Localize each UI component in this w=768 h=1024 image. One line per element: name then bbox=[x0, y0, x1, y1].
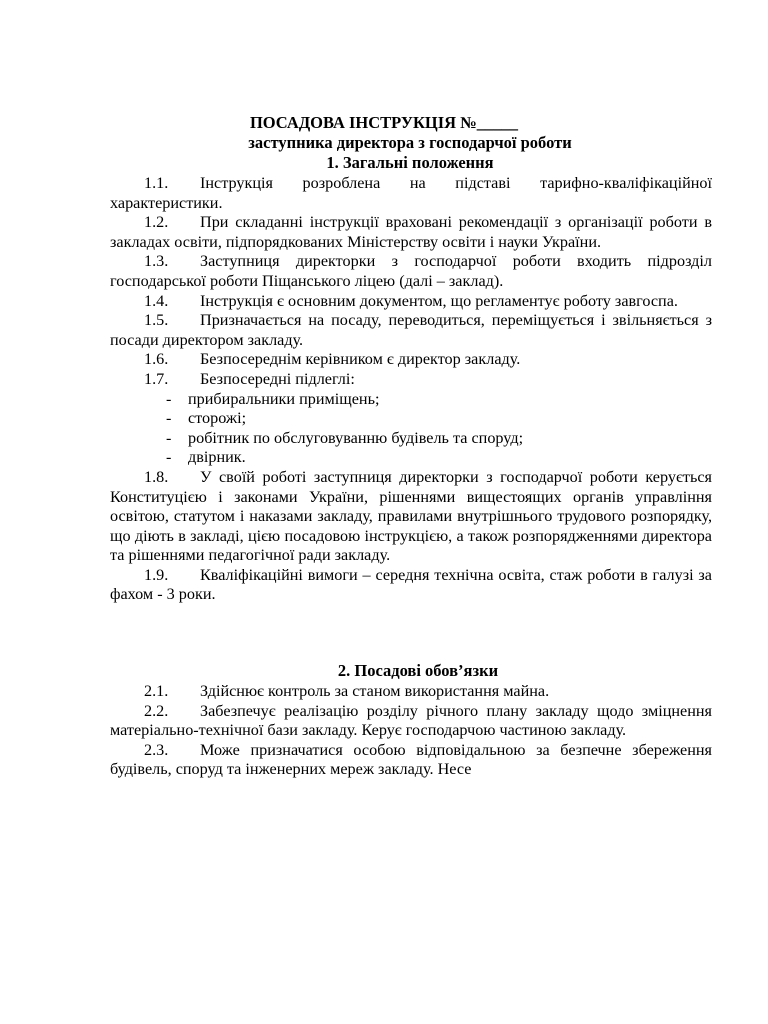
section-duties-body bbox=[110, 682, 712, 780]
clause-number: 1.8. bbox=[144, 467, 169, 486]
list-item-text: робітник по обслуговуванню будівель та споруд; bbox=[188, 428, 524, 447]
clause-2-3 bbox=[110, 741, 712, 780]
clause-1-8 bbox=[110, 468, 712, 566]
list-item bbox=[110, 390, 712, 410]
clause-text: Кваліфікаційні вимоги – середня технічна освіта, стаж роботи в галузі за фахом - 3 роки. bbox=[110, 565, 712, 604]
clause-number: 1.4. bbox=[144, 291, 169, 310]
clause-text: У своїй роботі заступниця директорки з господарчої роботи керується Конституцією і законами України, рішеннями вищестоящих органів управління освітою, статутом і наказами закладу, правилами внутрішнього трудового розпорядку, що діють в закладі, цією посадовою інструкцією, а також розпорядженнями директора та рішеннями педагогічної ради закладу. bbox=[110, 467, 712, 565]
clause-text: Безпосереднім керівником є директор закладу. bbox=[200, 350, 521, 369]
clause-number: 1.2. bbox=[144, 213, 169, 232]
clause-text: При складанні інструкції враховані рекомендації з організації роботи в закладах освіти, підпорядкованих Міністерству освіти і науки України. bbox=[110, 213, 712, 251]
list-item bbox=[110, 409, 712, 429]
bullet-dash-icon: - bbox=[166, 428, 172, 447]
clause-number: 1.7. bbox=[144, 369, 169, 388]
clause-number: 2.2. bbox=[144, 701, 169, 720]
section-heading-general: 1. Загальні положення bbox=[326, 153, 494, 172]
clause-text: Інструкція є основним документом, що регламентує роботу завгоспа. bbox=[200, 291, 678, 310]
section-heading-duties: 2. Посадові обов’язки bbox=[337, 661, 499, 680]
list-item-text: прибиральники приміщень; bbox=[188, 389, 380, 408]
list-item-text: двірник. bbox=[188, 448, 246, 467]
clause-1-2 bbox=[110, 213, 712, 252]
clause-text: Призначається на посаду, переводиться, переміщується і звільняється з посади директором закладу. bbox=[110, 311, 712, 349]
clause-text: Інструкція розроблена на підставі тарифно-кваліфікаційної характеристики. bbox=[110, 174, 712, 212]
clause-number: 1.3. bbox=[144, 252, 169, 271]
bullet-dash-icon: - bbox=[166, 448, 172, 467]
clause-text: Може призначатися особою відповідальною за безпечне збереження будівель, споруд та інженерних мереж закладу. Несе bbox=[110, 740, 712, 779]
document-subtitle: заступника директора з господарчої роботи bbox=[248, 133, 572, 152]
section-general-body bbox=[110, 174, 712, 605]
clause-1-5 bbox=[110, 311, 712, 350]
clause-number: 1.1. bbox=[144, 174, 169, 192]
clause-2-1 bbox=[110, 682, 712, 702]
clause-1-4 bbox=[110, 292, 712, 312]
clause-number: 1.6. bbox=[144, 350, 169, 369]
clause-1-6 bbox=[110, 350, 712, 370]
clause-1-1 bbox=[110, 174, 712, 213]
bullet-dash-icon: - bbox=[166, 409, 172, 428]
clause-1-3 bbox=[110, 252, 712, 291]
clause-number: 2.3. bbox=[144, 740, 169, 759]
clause-number: 2.1. bbox=[144, 682, 169, 700]
list-item bbox=[110, 429, 712, 449]
clause-1-9 bbox=[110, 566, 712, 605]
clause-number: 1.9. bbox=[144, 565, 169, 584]
clause-number: 1.5. bbox=[144, 311, 169, 330]
document-title: ПОСАДОВА ІНСТРУКЦІЯ №_____ bbox=[249, 113, 519, 132]
clause-text: Здійснює контроль за станом використання майна. bbox=[200, 682, 550, 700]
bullet-dash-icon: - bbox=[166, 389, 172, 408]
list-item bbox=[110, 448, 712, 468]
clause-text: Безпосередні підлеглі: bbox=[200, 369, 355, 388]
subordinates-list bbox=[110, 390, 712, 468]
clause-1-7 bbox=[110, 370, 712, 390]
clause-text: Забезпечує реалізацію розділу річного плану закладу щодо зміцнення матеріально-технічної бази закладу. Керує господарчою частиною закладу. bbox=[110, 701, 712, 740]
list-item-text: сторожі; bbox=[188, 409, 247, 428]
clause-2-2 bbox=[110, 702, 712, 741]
clause-text: Заступниця директорки з господарчої роботи входить підрозділ господарської роботи Піщанського ліцею (далі – заклад). bbox=[110, 252, 712, 290]
